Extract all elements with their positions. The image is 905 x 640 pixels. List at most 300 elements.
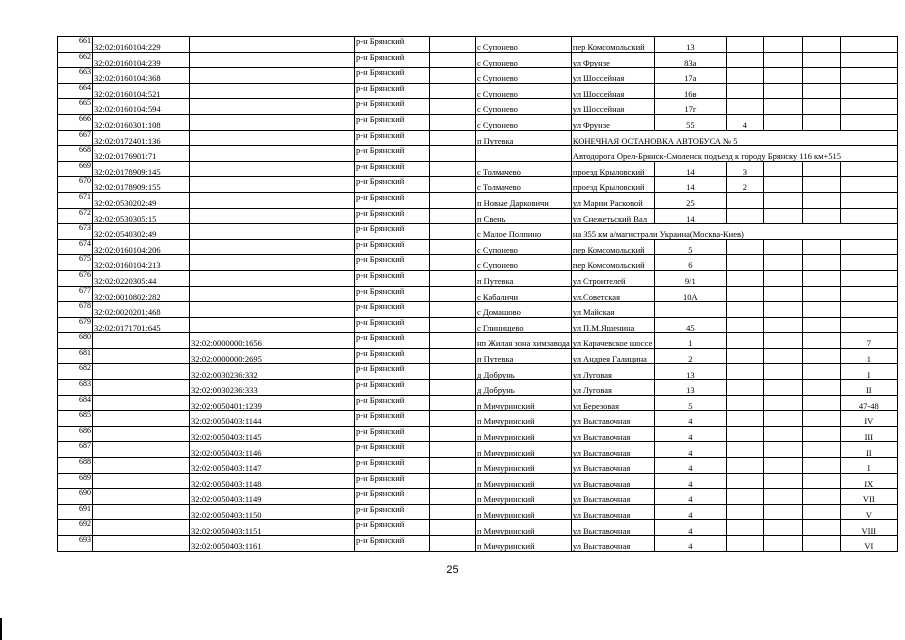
apartment-number: III xyxy=(840,426,897,442)
locality: с Толмачево xyxy=(476,161,572,177)
building-number xyxy=(726,208,763,224)
region: р-н Брянский xyxy=(355,255,430,271)
table-row xyxy=(58,458,898,474)
blank-cell xyxy=(430,411,476,427)
cadastral-number-alt: 32:02:0050403:1151 xyxy=(190,520,355,536)
region: р-н Брянский xyxy=(355,317,430,333)
cadastral-number-alt xyxy=(190,177,355,193)
cadastral-number: 32:02:0176901:71 xyxy=(93,146,190,162)
table-row xyxy=(58,208,898,224)
row-number: 678 xyxy=(58,302,93,318)
region: р-н Брянский xyxy=(355,114,430,130)
street: ул Андрея Галицина xyxy=(571,348,654,364)
house-number: 13 xyxy=(654,380,726,396)
row-number: 667 xyxy=(58,130,93,146)
building-number xyxy=(726,395,763,411)
cadastral-number-alt xyxy=(190,83,355,99)
street: ул Шоссейная xyxy=(571,99,654,115)
locality: п Мичуринский xyxy=(476,426,572,442)
building-number xyxy=(726,473,763,489)
blank-cell xyxy=(430,68,476,84)
blank-cell xyxy=(430,286,476,302)
blank-cell xyxy=(802,83,840,99)
street: ул Майская xyxy=(571,302,654,318)
row-number: 687 xyxy=(58,442,93,458)
table-row xyxy=(58,317,898,333)
blank-cell xyxy=(763,286,802,302)
cadastral-number: 32:02:0540302:49 xyxy=(93,224,190,240)
region: р-н Брянский xyxy=(355,177,430,193)
street: ул Выставочная xyxy=(571,473,654,489)
table-row xyxy=(58,192,898,208)
blank-cell xyxy=(430,99,476,115)
blank-cell xyxy=(763,208,802,224)
blank-cell xyxy=(430,504,476,520)
building-number xyxy=(726,83,763,99)
street: Автодорога Орел-Брянск-Смоленск подъезд к городу Брянску 116 км+515 xyxy=(571,146,897,162)
building-number xyxy=(726,426,763,442)
building-number: 4 xyxy=(726,114,763,130)
cadastral-number: 32:02:0160104:594 xyxy=(93,99,190,115)
blank-cell xyxy=(802,161,840,177)
table-row xyxy=(58,68,898,84)
street: ул Выставочная xyxy=(571,411,654,427)
row-number: 676 xyxy=(58,270,93,286)
blank-cell xyxy=(430,348,476,364)
blank-cell xyxy=(763,520,802,536)
table-row xyxy=(58,177,898,193)
street: проезд Крыловский xyxy=(571,177,654,193)
building-number xyxy=(726,504,763,520)
locality: п Новые Дарковичи xyxy=(476,192,572,208)
blank-cell xyxy=(802,52,840,68)
cadastral-number xyxy=(93,458,190,474)
blank-cell xyxy=(430,114,476,130)
building-number xyxy=(726,192,763,208)
row-number: 684 xyxy=(58,395,93,411)
locality: п Мичуринский xyxy=(476,473,572,489)
table-row xyxy=(58,489,898,505)
street: проезд Крыловский xyxy=(571,161,654,177)
cadastral-number xyxy=(93,520,190,536)
building-number xyxy=(726,99,763,115)
locality: п Свень xyxy=(476,208,572,224)
locality: п Мичуринский xyxy=(476,458,572,474)
house-number: 17г xyxy=(654,99,726,115)
table-row xyxy=(58,364,898,380)
street: ул Фрунзе xyxy=(571,114,654,130)
street: ул Карачевское шоссе xyxy=(571,333,654,349)
blank-cell xyxy=(430,192,476,208)
street: ул.Советская xyxy=(571,286,654,302)
row-number: 663 xyxy=(58,68,93,84)
table-row xyxy=(58,395,898,411)
apartment-number xyxy=(840,83,897,99)
cadastral-number xyxy=(93,380,190,396)
row-number: 672 xyxy=(58,208,93,224)
blank-cell xyxy=(802,68,840,84)
locality xyxy=(476,146,572,162)
street: ул Снежетьский Вал xyxy=(571,208,654,224)
blank-cell xyxy=(763,255,802,271)
row-number: 693 xyxy=(58,536,93,552)
blank-cell xyxy=(802,302,840,318)
region: р-н Брянский xyxy=(355,192,430,208)
cadastral-number xyxy=(93,395,190,411)
building-number xyxy=(726,286,763,302)
street: ул Выставочная xyxy=(571,520,654,536)
blank-cell xyxy=(430,380,476,396)
blank-cell xyxy=(802,411,840,427)
blank-cell xyxy=(763,114,802,130)
apartment-number xyxy=(840,302,897,318)
cadastral-number-alt xyxy=(190,130,355,146)
house-number: 9/1 xyxy=(654,270,726,286)
cadastral-number: 32:02:0172401:136 xyxy=(93,130,190,146)
street: на 355 км а/магистрали Украина(Москва-Киев) xyxy=(571,224,897,240)
blank-cell xyxy=(802,473,840,489)
street: ул Шоссейная xyxy=(571,68,654,84)
street: ул Выставочная xyxy=(571,458,654,474)
apartment-number: V xyxy=(840,504,897,520)
table-row xyxy=(58,520,898,536)
table-row xyxy=(58,270,898,286)
row-number: 661 xyxy=(58,37,93,53)
apartment-number: 47-48 xyxy=(840,395,897,411)
apartment-number: VI xyxy=(840,536,897,552)
blank-cell xyxy=(430,52,476,68)
table-row xyxy=(58,348,898,364)
cadastral-number xyxy=(93,442,190,458)
blank-cell xyxy=(763,317,802,333)
cadastral-number xyxy=(93,348,190,364)
row-number: 674 xyxy=(58,239,93,255)
row-number: 664 xyxy=(58,83,93,99)
region: р-н Брянский xyxy=(355,364,430,380)
apartment-number: I xyxy=(840,458,897,474)
cadastral-number: 32:02:0178909:155 xyxy=(93,177,190,193)
building-number xyxy=(726,317,763,333)
row-number: 670 xyxy=(58,177,93,193)
row-number: 689 xyxy=(58,473,93,489)
blank-cell xyxy=(802,395,840,411)
row-number: 679 xyxy=(58,317,93,333)
cadastral-number xyxy=(93,536,190,552)
blank-cell xyxy=(763,270,802,286)
blank-cell xyxy=(430,473,476,489)
cadastral-number: 32:02:0178909:145 xyxy=(93,161,190,177)
region: р-н Брянский xyxy=(355,473,430,489)
region: р-н Брянский xyxy=(355,52,430,68)
row-number: 686 xyxy=(58,426,93,442)
cadastral-number-alt: 32:02:0050403:1145 xyxy=(190,426,355,442)
apartment-number: VII xyxy=(840,489,897,505)
blank-cell xyxy=(802,37,840,53)
region: р-н Брянский xyxy=(355,208,430,224)
blank-cell xyxy=(802,286,840,302)
house-number: 4 xyxy=(654,411,726,427)
blank-cell xyxy=(763,83,802,99)
street: ул Луговая xyxy=(571,380,654,396)
cadastral-number: 32:02:0160104:368 xyxy=(93,68,190,84)
blank-cell xyxy=(802,270,840,286)
page-number: 25 xyxy=(446,564,459,576)
region: р-н Брянский xyxy=(355,458,430,474)
house-number: 4 xyxy=(654,489,726,505)
region: р-н Брянский xyxy=(355,333,430,349)
region: р-н Брянский xyxy=(355,411,430,427)
blank-cell xyxy=(430,302,476,318)
blank-cell xyxy=(430,177,476,193)
region: р-н Брянский xyxy=(355,504,430,520)
locality: с Домашово xyxy=(476,302,572,318)
region: р-н Брянский xyxy=(355,68,430,84)
apartment-number xyxy=(840,192,897,208)
blank-cell xyxy=(430,333,476,349)
row-number: 682 xyxy=(58,364,93,380)
cadastral-number: 32:02:0160104:521 xyxy=(93,83,190,99)
cadastral-number-alt: 32:02:0000000:1656 xyxy=(190,333,355,349)
street: ул Выставочная xyxy=(571,536,654,552)
region: р-н Брянский xyxy=(355,99,430,115)
house-number: 55 xyxy=(654,114,726,130)
row-number: 666 xyxy=(58,114,93,130)
region: р-н Брянский xyxy=(355,161,430,177)
region: р-н Брянский xyxy=(355,380,430,396)
blank-cell xyxy=(430,239,476,255)
row-number: 665 xyxy=(58,99,93,115)
apartment-number xyxy=(840,317,897,333)
locality: п Мичуринский xyxy=(476,395,572,411)
row-number: 692 xyxy=(58,520,93,536)
region: р-н Брянский xyxy=(355,442,430,458)
building-number xyxy=(726,536,763,552)
row-number: 688 xyxy=(58,458,93,474)
blank-cell xyxy=(430,364,476,380)
cadastral-number-alt: 32:02:0050403:1161 xyxy=(190,536,355,552)
blank-cell xyxy=(802,99,840,115)
house-number: 13 xyxy=(654,364,726,380)
locality: п Мичуринский xyxy=(476,536,572,552)
blank-cell xyxy=(763,395,802,411)
blank-cell xyxy=(430,161,476,177)
locality: д Добрунь xyxy=(476,380,572,396)
cadastral-number-alt: 32:02:0030236:332 xyxy=(190,364,355,380)
table-row xyxy=(58,473,898,489)
blank-cell xyxy=(430,520,476,536)
blank-cell xyxy=(430,224,476,240)
cadastral-number-alt: 32:02:0050403:1144 xyxy=(190,411,355,427)
blank-cell xyxy=(430,83,476,99)
region: р-н Брянский xyxy=(355,270,430,286)
region: р-н Брянский xyxy=(355,489,430,505)
table-row xyxy=(58,426,898,442)
cadastral-number-alt: 32:02:0050403:1147 xyxy=(190,458,355,474)
region: р-н Брянский xyxy=(355,224,430,240)
blank-cell xyxy=(763,426,802,442)
table-row xyxy=(58,161,898,177)
street: ул Выставочная xyxy=(571,426,654,442)
table-row xyxy=(58,130,898,146)
locality: п Мичуринский xyxy=(476,411,572,427)
locality: п Мичуринский xyxy=(476,520,572,536)
table-row xyxy=(58,37,898,53)
cadastral-number-alt xyxy=(190,99,355,115)
apartment-number xyxy=(840,255,897,271)
blank-cell xyxy=(763,473,802,489)
locality: п Путевка xyxy=(476,130,572,146)
building-number xyxy=(726,302,763,318)
cadastral-number-alt xyxy=(190,286,355,302)
cadastral-number: 32:02:0530305:15 xyxy=(93,208,190,224)
blank-cell xyxy=(763,68,802,84)
blank-cell xyxy=(802,536,840,552)
table-row xyxy=(58,380,898,396)
apartment-number xyxy=(840,68,897,84)
cadastral-number-alt: 32:02:0050403:1150 xyxy=(190,504,355,520)
blank-cell xyxy=(763,536,802,552)
row-number: 662 xyxy=(58,52,93,68)
blank-cell xyxy=(802,520,840,536)
house-number xyxy=(654,302,726,318)
street: ул Выставочная xyxy=(571,442,654,458)
blank-cell xyxy=(763,458,802,474)
locality: с Малое Полпино xyxy=(476,224,572,240)
row-number: 685 xyxy=(58,411,93,427)
street: ул Выставочная xyxy=(571,489,654,505)
blank-cell xyxy=(802,114,840,130)
table-row xyxy=(58,504,898,520)
house-number: 16в xyxy=(654,83,726,99)
register-table xyxy=(57,36,898,552)
house-number: 17а xyxy=(654,68,726,84)
locality: с Глинищево xyxy=(476,317,572,333)
building-number: 2 xyxy=(726,177,763,193)
blank-cell xyxy=(802,333,840,349)
blank-cell xyxy=(802,348,840,364)
blank-cell xyxy=(430,317,476,333)
house-number: 14 xyxy=(654,161,726,177)
apartment-number xyxy=(840,286,897,302)
cadastral-number: 32:02:0171701:645 xyxy=(93,317,190,333)
row-number: 669 xyxy=(58,161,93,177)
cadastral-number: 32:02:0160104:229 xyxy=(93,37,190,53)
region: р-н Брянский xyxy=(355,302,430,318)
region: р-н Брянский xyxy=(355,146,430,162)
cadastral-number: 32:02:0160104:239 xyxy=(93,52,190,68)
apartment-number xyxy=(840,99,897,115)
register-rows xyxy=(58,37,898,552)
building-number xyxy=(726,520,763,536)
building-number: 3 xyxy=(726,161,763,177)
region: р-н Брянский xyxy=(355,83,430,99)
apartment-number: I xyxy=(840,364,897,380)
house-number: 45 xyxy=(654,317,726,333)
blank-cell xyxy=(430,130,476,146)
cadastral-number-alt: 32:02:0030236:333 xyxy=(190,380,355,396)
apartment-number xyxy=(840,161,897,177)
locality: с Супонево xyxy=(476,83,572,99)
building-number xyxy=(726,239,763,255)
row-number: 668 xyxy=(58,146,93,162)
blank-cell xyxy=(763,333,802,349)
blank-cell xyxy=(430,489,476,505)
apartment-number xyxy=(840,208,897,224)
building-number xyxy=(726,489,763,505)
blank-cell xyxy=(430,37,476,53)
cadastral-number: 32:02:0160104:206 xyxy=(93,239,190,255)
blank-cell xyxy=(763,302,802,318)
cadastral-number-alt xyxy=(190,317,355,333)
region: р-н Брянский xyxy=(355,37,430,53)
blank-cell xyxy=(763,52,802,68)
blank-cell xyxy=(763,99,802,115)
row-number: 677 xyxy=(58,286,93,302)
blank-cell xyxy=(763,380,802,396)
cadastral-number xyxy=(93,426,190,442)
cadastral-number-alt xyxy=(190,208,355,224)
building-number xyxy=(726,270,763,286)
apartment-number: II xyxy=(840,442,897,458)
house-number: 25 xyxy=(654,192,726,208)
locality: с Толмачево xyxy=(476,177,572,193)
blank-cell xyxy=(763,239,802,255)
building-number xyxy=(726,411,763,427)
house-number: 5 xyxy=(654,395,726,411)
blank-cell xyxy=(763,364,802,380)
cadastral-number-alt xyxy=(190,239,355,255)
house-number: 14 xyxy=(654,208,726,224)
blank-cell xyxy=(802,380,840,396)
street: ул Луговая xyxy=(571,364,654,380)
row-number: 683 xyxy=(58,380,93,396)
building-number xyxy=(726,458,763,474)
blank-cell xyxy=(430,255,476,271)
house-number: 6 xyxy=(654,255,726,271)
blank-cell xyxy=(763,504,802,520)
locality: нп Жилая зона химзавода xyxy=(476,333,572,349)
blank-cell xyxy=(430,536,476,552)
locality: с Супонево xyxy=(476,99,572,115)
blank-cell xyxy=(802,192,840,208)
blank-cell xyxy=(763,192,802,208)
building-number xyxy=(726,348,763,364)
cadastral-number-alt xyxy=(190,114,355,130)
building-number xyxy=(726,37,763,53)
cadastral-number: 32:02:0020201:468 xyxy=(93,302,190,318)
street: пер Комсомольский xyxy=(571,37,654,53)
cadastral-number-alt xyxy=(190,255,355,271)
building-number xyxy=(726,68,763,84)
blank-cell xyxy=(430,458,476,474)
blank-cell xyxy=(802,239,840,255)
house-number: 13 xyxy=(654,37,726,53)
blank-cell xyxy=(802,255,840,271)
cadastral-number-alt xyxy=(190,68,355,84)
blank-cell xyxy=(802,426,840,442)
blank-cell xyxy=(430,208,476,224)
cadastral-number-alt xyxy=(190,146,355,162)
region: р-н Брянский xyxy=(355,130,430,146)
building-number xyxy=(726,333,763,349)
apartment-number xyxy=(840,37,897,53)
cadastral-number xyxy=(93,489,190,505)
house-number: 4 xyxy=(654,504,726,520)
blank-cell xyxy=(763,489,802,505)
blank-cell xyxy=(802,177,840,193)
table-row xyxy=(58,99,898,115)
cadastral-number xyxy=(93,473,190,489)
